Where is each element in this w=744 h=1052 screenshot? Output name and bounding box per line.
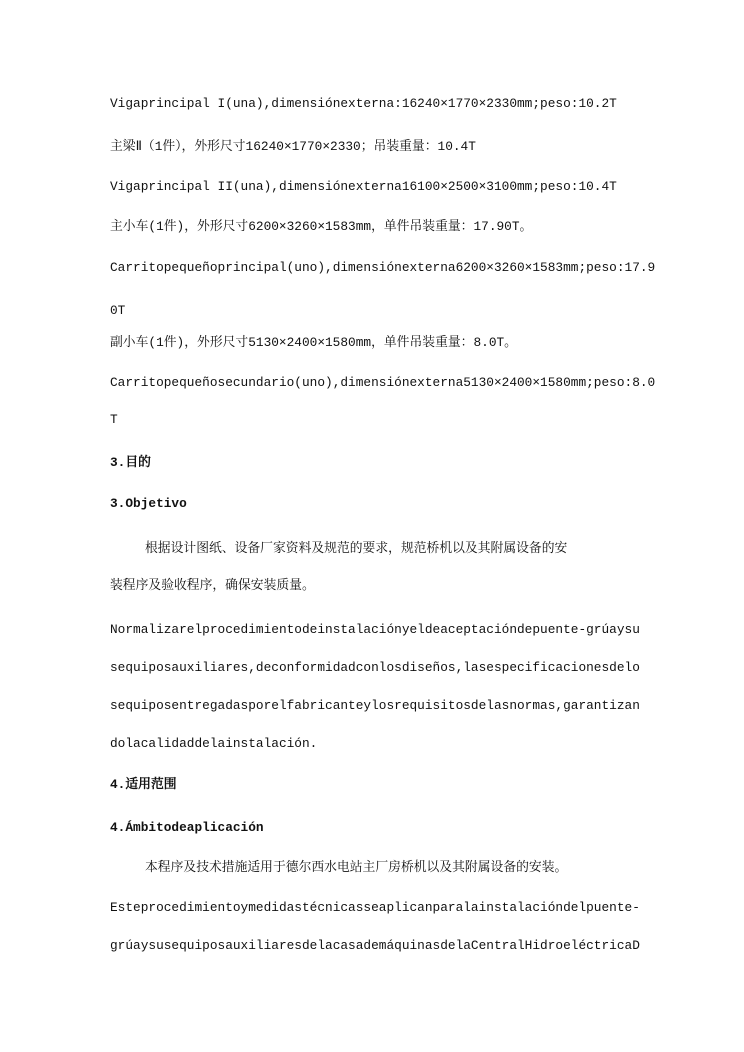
text-line: 本程序及技术措施适用于德尔西水电站主厂房桥机以及其附属设备的安装。 bbox=[145, 860, 568, 875]
text-line: Carritopequeñoprincipal(uno),dimensiónexterna6200×3260×1583mm;peso:17.9 bbox=[110, 260, 656, 275]
text-line: 装程序及验收程序，确保安装质量。 bbox=[110, 578, 315, 593]
section-heading: 4.适用范围 bbox=[110, 777, 177, 792]
text-line: dolacalidaddelainstalación. bbox=[110, 736, 318, 751]
text-line: grúaysusequiposauxiliaresdelacasademáquinasdelaCentralHidroeléctricaD bbox=[110, 938, 640, 953]
section-heading: 3.目的 bbox=[110, 455, 151, 470]
text-line: 0T bbox=[110, 303, 126, 318]
text-line: sequiposentregadasporelfabricanteylosrequisitosdelasnormas,garantizan bbox=[110, 698, 640, 713]
section-heading: 3.Objetivo bbox=[110, 496, 187, 511]
section-heading: 4.Ámbitodeaplicación bbox=[110, 820, 264, 835]
text-line: 根据设计图纸、设备厂家资料及规范的要求，规范桥机以及其附属设备的安 bbox=[145, 541, 568, 556]
text-line: Vigaprincipal II(una),dimensiónexterna16100×2500×3100mm;peso:10.4T bbox=[110, 179, 617, 194]
text-line: Carritopequeñosecundario(uno),dimensiónexterna5130×2400×1580mm;peso:8.0 bbox=[110, 375, 656, 390]
text-line: Normalizarelprocedimientodeinstalaciónyeldeaceptacióndepuente-grúaysu bbox=[110, 622, 640, 637]
text-line: Vigaprincipal I(una),dimensiónexterna:16240×1770×2330mm;peso:10.2T bbox=[110, 96, 617, 111]
text-line: Esteprocedimientoymedidastécnicasseaplicanparalainstalacióndelpuente- bbox=[110, 900, 640, 915]
text-line: 副小车(1件)，外形尺寸5130×2400×1580mm，单件吊装重量：8.0T。 bbox=[110, 335, 517, 350]
text-line: 主小车(1件)，外形尺寸6200×3260×1583mm，单件吊装重量：17.90T。 bbox=[110, 219, 533, 234]
text-line: sequiposauxiliares,deconformidadconlosdiseños,lasespecificacionesdelo bbox=[110, 660, 640, 675]
text-line: T bbox=[110, 412, 118, 427]
text-line: 主梁Ⅱ（1件），外形尺寸16240×1770×2330；吊装重量：10.4T bbox=[110, 139, 476, 154]
